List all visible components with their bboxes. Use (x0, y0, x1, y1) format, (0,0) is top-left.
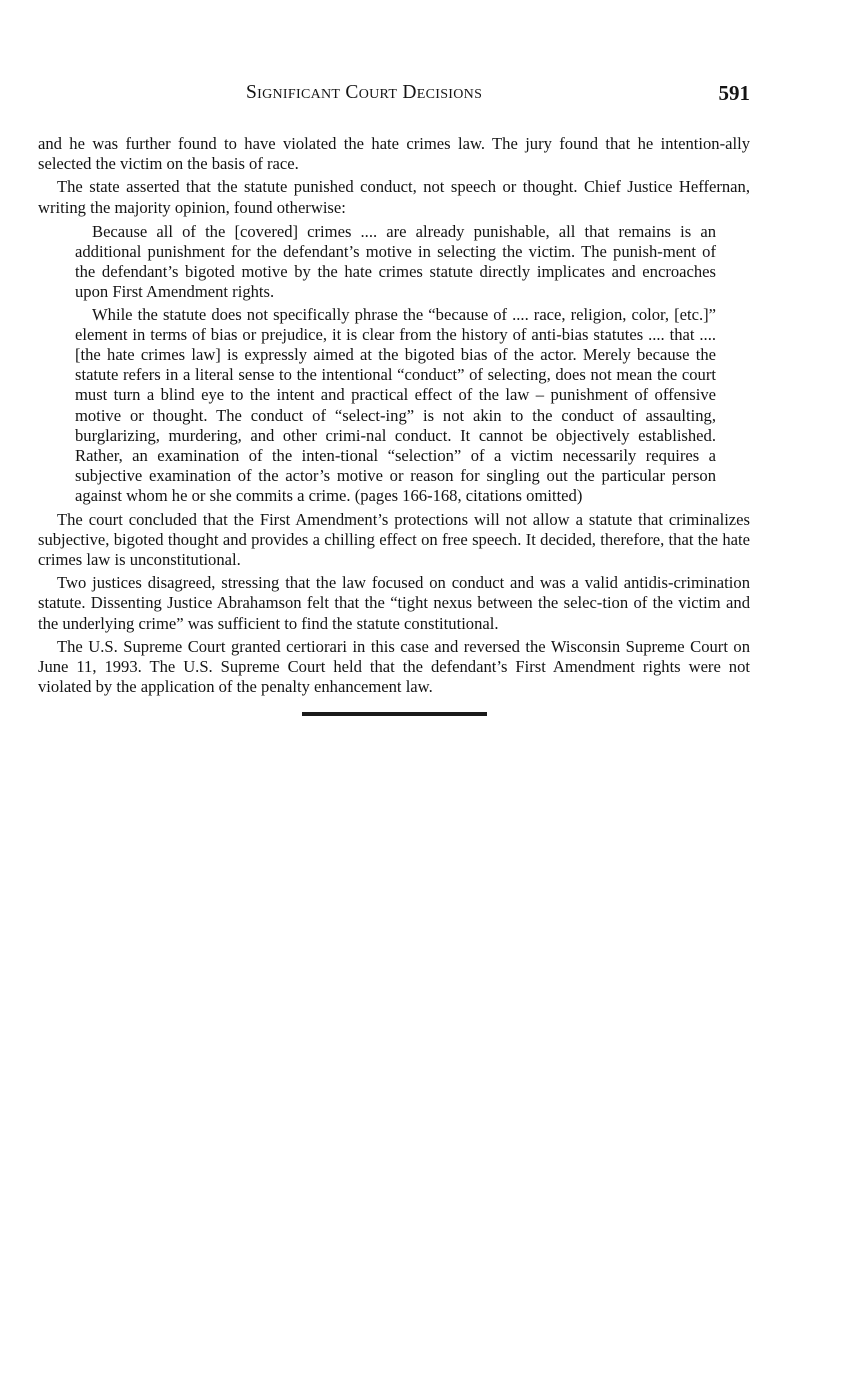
running-head (38, 82, 750, 112)
paragraph-continuation: and he was further found to have violated the hate crimes law. The jury found that he intention-ally selected the victim on the basis of race. (38, 134, 750, 174)
block-quote (75, 222, 716, 507)
paragraph-dissent: Two justices disagreed, stressing that the law focused on conduct and was a valid antidis-crimination statute. Dissenting Justice Abrahamson felt that the “tight nexus between the selec-tion of the victim and the underlying crime” was sufficient to find the statute constitutional. (38, 573, 750, 633)
quote-paragraph-2: While the statute does not specifically phrase the “because of .... race, religion, color, [etc.]” element in terms of bias or prejudice, it is clear from the history of anti-bias statutes .... that .... [the hate crimes law] is expressly aimed at the bigoted bias of the actor. Merely because the statute refers in a literal sense to the intentional “conduct” of selecting, does not mean the court must turn a blind eye to the intent and practical effect of the law – punishment of offensive motive or thought. The conduct of “select-ing” is not akin to the conduct of assaulting, burglarizing, murdering, and other crimi-nal conduct. It cannot be objectively established. Rather, an examination of the inten-tional “selection” of a victim necessarily requires a subjective examination of the actor’s motive or reason for singling out the particular person against whom he or she commits a crime. (pages 166-168, citations omitted) (75, 304, 716, 506)
page-body (38, 134, 750, 697)
page-number: 591 (718, 81, 750, 105)
quote-paragraph-1: Because all of the [covered] crimes .... are already punishable, all that remains is an additional punishment for the defendant’s motive in selecting the victim. The punish-ment of the defendant’s bigoted motive by the hate crimes statute directly implicates and encroaches upon First Amendment rights. (75, 221, 716, 302)
book-page (38, 82, 750, 697)
running-title: Significant Court Decisions (246, 82, 483, 103)
section-end-rule (302, 712, 487, 716)
paragraph-state-assertion: The state asserted that the statute punished conduct, not speech or thought. Chief Justice Heffernan, writing the majority opinion, found otherwise: (38, 177, 750, 217)
paragraph-court-conclusion: The court concluded that the First Amendment’s protections will not allow a statute that criminalizes subjective, bigoted thought and provides a chilling effect on free speech. It decided, therefore, that the hate crimes law is unconstitutional. (38, 509, 750, 570)
paragraph-supreme-court: The U.S. Supreme Court granted certiorari in this case and reversed the Wisconsin Supreme Court on June 11, 1993. The U.S. Supreme Court held that the defendant’s First Amendment rights were not violated by the application of the penalty enhancement law. (38, 636, 750, 697)
